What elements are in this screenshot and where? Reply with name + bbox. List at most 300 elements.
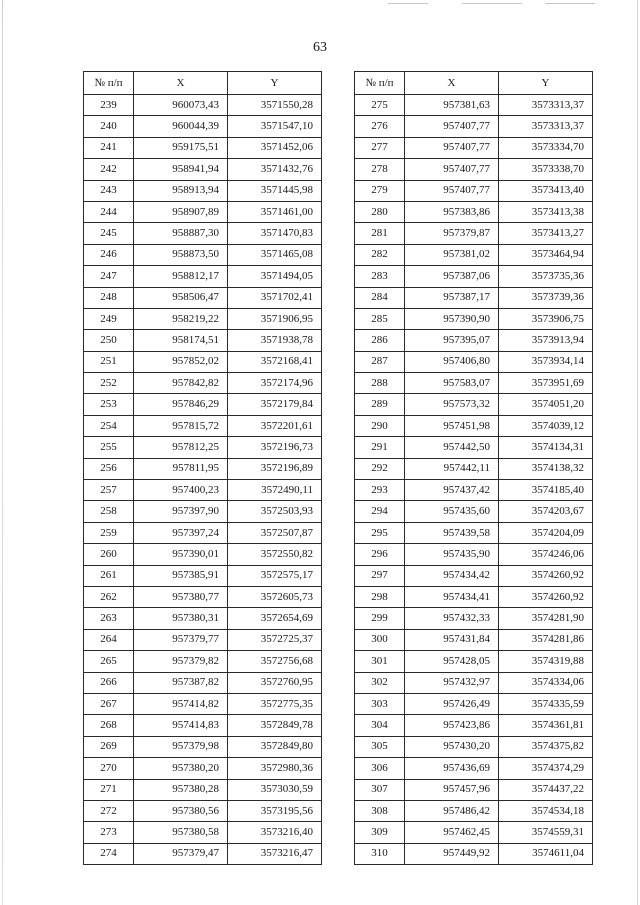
cell-x: 957451,98 [405, 415, 499, 436]
cell-y: 3573216,47 [228, 843, 322, 864]
cell-x: 957414,82 [134, 693, 228, 714]
table-row [355, 287, 593, 308]
table-row [84, 351, 322, 372]
cell-x: 958887,30 [134, 223, 228, 244]
table-row [84, 651, 322, 672]
cell-y: 3571461,00 [228, 201, 322, 222]
cell-y: 3574138,32 [499, 458, 593, 479]
table-row [355, 693, 593, 714]
cell-number: 247 [84, 266, 134, 287]
cell-y: 3572196,89 [228, 458, 322, 479]
table-row [355, 651, 593, 672]
cell-number: 267 [84, 693, 134, 714]
cell-y: 3572490,11 [228, 480, 322, 501]
cell-y: 3572174,96 [228, 373, 322, 394]
cell-y: 3573030,59 [228, 779, 322, 800]
cell-number: 266 [84, 672, 134, 693]
cell-y: 3573906,75 [499, 308, 593, 329]
table-row [84, 608, 322, 629]
table-row [355, 758, 593, 779]
cell-x: 957439,58 [405, 522, 499, 543]
table-row [84, 244, 322, 265]
table-row [84, 437, 322, 458]
cell-y: 3574335,59 [499, 693, 593, 714]
cell-y: 3574611,04 [499, 843, 593, 864]
cell-number: 288 [355, 373, 405, 394]
table-row [84, 180, 322, 201]
cell-y: 3574559,31 [499, 822, 593, 843]
cell-x: 957442,50 [405, 437, 499, 458]
cell-y: 3572756,68 [228, 651, 322, 672]
cell-y: 3572849,80 [228, 736, 322, 757]
cell-number: 239 [84, 95, 134, 116]
cell-number: 274 [84, 843, 134, 864]
cell-x: 957379,87 [405, 223, 499, 244]
cell-x: 957380,20 [134, 758, 228, 779]
cell-number: 259 [84, 522, 134, 543]
cell-x: 957380,56 [134, 800, 228, 821]
cell-number: 263 [84, 608, 134, 629]
table-row [84, 394, 322, 415]
cell-y: 3574039,12 [499, 415, 593, 436]
cell-number: 241 [84, 137, 134, 158]
cell-number: 269 [84, 736, 134, 757]
cell-y: 3573735,36 [499, 266, 593, 287]
table-row [84, 95, 322, 116]
cell-x: 958941,94 [134, 159, 228, 180]
table-row [84, 843, 322, 864]
cell-x: 957387,17 [405, 287, 499, 308]
cell-y: 3572196,73 [228, 437, 322, 458]
cell-number: 256 [84, 458, 134, 479]
cell-y: 3574260,92 [499, 586, 593, 607]
cell-x: 957432,97 [405, 672, 499, 693]
cell-x: 957846,29 [134, 394, 228, 415]
cell-x: 957430,20 [405, 736, 499, 757]
cell-number: 273 [84, 822, 134, 843]
cell-x: 957385,91 [134, 565, 228, 586]
cell-x: 957426,49 [405, 693, 499, 714]
cell-x: 957842,82 [134, 373, 228, 394]
cell-y: 3572775,35 [228, 693, 322, 714]
cell-number: 276 [355, 116, 405, 137]
table-row [355, 180, 593, 201]
cell-y: 3573338,70 [499, 159, 593, 180]
table-row [355, 800, 593, 821]
cell-number: 262 [84, 586, 134, 607]
cell-y: 3573313,37 [499, 116, 593, 137]
cell-y: 3574134,31 [499, 437, 593, 458]
cell-y: 3572605,73 [228, 586, 322, 607]
cell-x: 957434,42 [405, 565, 499, 586]
cell-number: 291 [355, 437, 405, 458]
cell-y: 3572725,37 [228, 629, 322, 650]
column-header-number: № п/п [355, 72, 405, 95]
cell-y: 3573216,40 [228, 822, 322, 843]
cell-number: 250 [84, 330, 134, 351]
table-row [84, 629, 322, 650]
cell-number: 283 [355, 266, 405, 287]
cell-x: 957457,96 [405, 779, 499, 800]
cell-x: 958812,17 [134, 266, 228, 287]
table-row [84, 672, 322, 693]
cell-y: 3574375,82 [499, 736, 593, 757]
cell-x: 957436,69 [405, 758, 499, 779]
cell-number: 281 [355, 223, 405, 244]
cell-number: 289 [355, 394, 405, 415]
cell-x: 958219,22 [134, 308, 228, 329]
cell-number: 306 [355, 758, 405, 779]
cell-number: 304 [355, 715, 405, 736]
cell-y: 3574260,92 [499, 565, 593, 586]
column-header-y: Y [499, 72, 593, 95]
cell-number: 243 [84, 180, 134, 201]
cell-number: 249 [84, 308, 134, 329]
cell-number: 284 [355, 287, 405, 308]
table-row [84, 287, 322, 308]
table-row [355, 415, 593, 436]
cell-y: 3574203,67 [499, 501, 593, 522]
table-row [355, 522, 593, 543]
table-row [84, 415, 322, 436]
coordinates-table-right [354, 71, 593, 865]
cell-y: 3573334,70 [499, 137, 593, 158]
cell-x: 957397,24 [134, 522, 228, 543]
table-row [355, 394, 593, 415]
cell-x: 957407,77 [405, 137, 499, 158]
cell-number: 253 [84, 394, 134, 415]
cell-number: 251 [84, 351, 134, 372]
cell-number: 240 [84, 116, 134, 137]
cell-x: 958873,50 [134, 244, 228, 265]
cell-x: 957379,47 [134, 843, 228, 864]
cell-number: 246 [84, 244, 134, 265]
cell-x: 957381,63 [405, 95, 499, 116]
cell-x: 957428,05 [405, 651, 499, 672]
cell-x: 957379,98 [134, 736, 228, 757]
table-row [355, 159, 593, 180]
table-row [355, 308, 593, 329]
cell-y: 3573413,27 [499, 223, 593, 244]
cell-x: 957387,06 [405, 266, 499, 287]
cell-y: 3574246,06 [499, 544, 593, 565]
cell-x: 959175,51 [134, 137, 228, 158]
cell-y: 3572168,41 [228, 351, 322, 372]
table-row [84, 330, 322, 351]
cell-number: 290 [355, 415, 405, 436]
cell-number: 305 [355, 736, 405, 757]
cell-x: 957407,77 [405, 116, 499, 137]
cell-x: 957486,42 [405, 800, 499, 821]
cell-y: 3574281,90 [499, 608, 593, 629]
cell-number: 298 [355, 586, 405, 607]
cell-x: 957435,90 [405, 544, 499, 565]
cell-x: 958913,94 [134, 180, 228, 201]
table-row [84, 223, 322, 244]
cell-x: 957414,83 [134, 715, 228, 736]
table-row [355, 373, 593, 394]
cell-number: 297 [355, 565, 405, 586]
column-header-x: X [134, 72, 228, 95]
cell-x: 957406,80 [405, 351, 499, 372]
table-row [355, 586, 593, 607]
table-row [355, 244, 593, 265]
table-row [355, 137, 593, 158]
cell-y: 3574319,88 [499, 651, 593, 672]
table-row [355, 501, 593, 522]
cell-number: 258 [84, 501, 134, 522]
table-row [84, 715, 322, 736]
table-header-row [84, 72, 322, 95]
scan-top-mark [388, 3, 428, 4]
cell-x: 957397,90 [134, 501, 228, 522]
table-row [355, 223, 593, 244]
cell-x: 957437,42 [405, 480, 499, 501]
column-header-number: № п/п [84, 72, 134, 95]
cell-y: 3572503,93 [228, 501, 322, 522]
cell-x: 957379,82 [134, 651, 228, 672]
cell-number: 265 [84, 651, 134, 672]
cell-x: 957387,82 [134, 672, 228, 693]
table-row [355, 95, 593, 116]
cell-number: 264 [84, 629, 134, 650]
cell-number: 275 [355, 95, 405, 116]
table-row [355, 608, 593, 629]
table-row [355, 544, 593, 565]
cell-x: 957815,72 [134, 415, 228, 436]
table-row [84, 693, 322, 714]
cell-number: 252 [84, 373, 134, 394]
cell-y: 3571445,98 [228, 180, 322, 201]
cell-y: 3571550,28 [228, 95, 322, 116]
cell-number: 268 [84, 715, 134, 736]
table-row [84, 800, 322, 821]
cell-y: 3573313,37 [499, 95, 593, 116]
cell-y: 3572980,36 [228, 758, 322, 779]
cell-x: 957432,33 [405, 608, 499, 629]
table-row [355, 351, 593, 372]
cell-y: 3571432,76 [228, 159, 322, 180]
cell-number: 254 [84, 415, 134, 436]
table-row [84, 308, 322, 329]
table-row [84, 201, 322, 222]
table-row [84, 736, 322, 757]
table-row [355, 480, 593, 501]
cell-y: 3573464,94 [499, 244, 593, 265]
cell-y: 3573739,36 [499, 287, 593, 308]
cell-y: 3572760,95 [228, 672, 322, 693]
table-row [355, 437, 593, 458]
cell-x: 957390,01 [134, 544, 228, 565]
scan-edge-right [637, 0, 638, 905]
table-row [355, 629, 593, 650]
cell-y: 3571906,95 [228, 308, 322, 329]
cell-y: 3573951,69 [499, 373, 593, 394]
cell-y: 3571465,08 [228, 244, 322, 265]
cell-y: 3574534,18 [499, 800, 593, 821]
scan-edge-left [2, 0, 3, 905]
cell-x: 957395,07 [405, 330, 499, 351]
cell-y: 3574281,86 [499, 629, 593, 650]
cell-x: 958174,51 [134, 330, 228, 351]
table-row [84, 522, 322, 543]
cell-number: 260 [84, 544, 134, 565]
cell-y: 3573934,14 [499, 351, 593, 372]
table-row [84, 373, 322, 394]
cell-number: 282 [355, 244, 405, 265]
cell-y: 3571452,06 [228, 137, 322, 158]
cell-y: 3574051,20 [499, 394, 593, 415]
cell-number: 296 [355, 544, 405, 565]
cell-x: 960073,43 [134, 95, 228, 116]
cell-x: 958907,89 [134, 201, 228, 222]
table-row [84, 758, 322, 779]
cell-x: 957449,92 [405, 843, 499, 864]
table-row [355, 458, 593, 479]
cell-x: 957434,41 [405, 586, 499, 607]
table-row [355, 672, 593, 693]
column-header-y: Y [228, 72, 322, 95]
cell-x: 960044,39 [134, 116, 228, 137]
cell-number: 242 [84, 159, 134, 180]
cell-y: 3572654,69 [228, 608, 322, 629]
cell-y: 3572507,87 [228, 522, 322, 543]
cell-x: 957462,45 [405, 822, 499, 843]
cell-y: 3573913,94 [499, 330, 593, 351]
cell-number: 294 [355, 501, 405, 522]
cell-x: 957407,77 [405, 159, 499, 180]
table-row [84, 544, 322, 565]
cell-y: 3572201,61 [228, 415, 322, 436]
cell-number: 277 [355, 137, 405, 158]
cell-number: 287 [355, 351, 405, 372]
table-row [355, 779, 593, 800]
cell-y: 3574437,22 [499, 779, 593, 800]
cell-number: 310 [355, 843, 405, 864]
cell-y: 3572550,82 [228, 544, 322, 565]
table-row [355, 116, 593, 137]
cell-number: 299 [355, 608, 405, 629]
scan-top-mark [462, 3, 522, 4]
cell-number: 292 [355, 458, 405, 479]
table-row [355, 266, 593, 287]
cell-number: 245 [84, 223, 134, 244]
cell-number: 244 [84, 201, 134, 222]
cell-y: 3573413,40 [499, 180, 593, 201]
cell-number: 300 [355, 629, 405, 650]
cell-y: 3574361,81 [499, 715, 593, 736]
table-row [84, 266, 322, 287]
cell-y: 3572849,78 [228, 715, 322, 736]
table-row [355, 822, 593, 843]
cell-x: 957390,90 [405, 308, 499, 329]
table-row [84, 458, 322, 479]
cell-number: 271 [84, 779, 134, 800]
cell-x: 958506,47 [134, 287, 228, 308]
table-row [355, 201, 593, 222]
cell-x: 957379,77 [134, 629, 228, 650]
cell-y: 3574204,09 [499, 522, 593, 543]
cell-x: 957383,86 [405, 201, 499, 222]
cell-x: 957380,28 [134, 779, 228, 800]
table-row [355, 843, 593, 864]
cell-y: 3572575,17 [228, 565, 322, 586]
cell-x: 957423,86 [405, 715, 499, 736]
cell-x: 957400,23 [134, 480, 228, 501]
table-row [355, 330, 593, 351]
cell-number: 286 [355, 330, 405, 351]
cell-x: 957380,77 [134, 586, 228, 607]
cell-x: 957431,84 [405, 629, 499, 650]
cell-number: 293 [355, 480, 405, 501]
table-row [84, 822, 322, 843]
table-row [84, 137, 322, 158]
cell-number: 278 [355, 159, 405, 180]
cell-y: 3571470,83 [228, 223, 322, 244]
cell-x: 957573,32 [405, 394, 499, 415]
cell-y: 3573413,38 [499, 201, 593, 222]
cell-y: 3571702,41 [228, 287, 322, 308]
table-row [84, 159, 322, 180]
table-row [355, 736, 593, 757]
cell-y: 3571547,10 [228, 116, 322, 137]
cell-number: 261 [84, 565, 134, 586]
cell-y: 3574374,29 [499, 758, 593, 779]
table-row [355, 715, 593, 736]
cell-x: 957380,58 [134, 822, 228, 843]
cell-number: 248 [84, 287, 134, 308]
cell-x: 957442,11 [405, 458, 499, 479]
table-row [84, 586, 322, 607]
cell-y: 3574334,06 [499, 672, 593, 693]
table-row [84, 116, 322, 137]
cell-number: 302 [355, 672, 405, 693]
cell-number: 255 [84, 437, 134, 458]
cell-y: 3572179,84 [228, 394, 322, 415]
cell-number: 280 [355, 201, 405, 222]
cell-number: 270 [84, 758, 134, 779]
cell-y: 3571494,05 [228, 266, 322, 287]
cell-y: 3574185,40 [499, 480, 593, 501]
table-header-row [355, 72, 593, 95]
cell-number: 272 [84, 800, 134, 821]
cell-y: 3571938,78 [228, 330, 322, 351]
coordinates-table-left [83, 71, 322, 865]
cell-x: 957811,95 [134, 458, 228, 479]
cell-number: 308 [355, 800, 405, 821]
table-row [84, 480, 322, 501]
cell-number: 303 [355, 693, 405, 714]
column-header-x: X [405, 72, 499, 95]
cell-x: 957380,31 [134, 608, 228, 629]
cell-number: 279 [355, 180, 405, 201]
scan-top-mark [545, 3, 595, 4]
cell-number: 285 [355, 308, 405, 329]
cell-number: 257 [84, 480, 134, 501]
cell-x: 957381,02 [405, 244, 499, 265]
table-row [355, 565, 593, 586]
table-row [84, 501, 322, 522]
cell-y: 3573195,56 [228, 800, 322, 821]
table-row [84, 779, 322, 800]
cell-number: 307 [355, 779, 405, 800]
cell-x: 957812,25 [134, 437, 228, 458]
cell-x: 957407,77 [405, 180, 499, 201]
cell-x: 957852,02 [134, 351, 228, 372]
cell-number: 295 [355, 522, 405, 543]
page-number: 63 [313, 40, 327, 55]
cell-number: 309 [355, 822, 405, 843]
